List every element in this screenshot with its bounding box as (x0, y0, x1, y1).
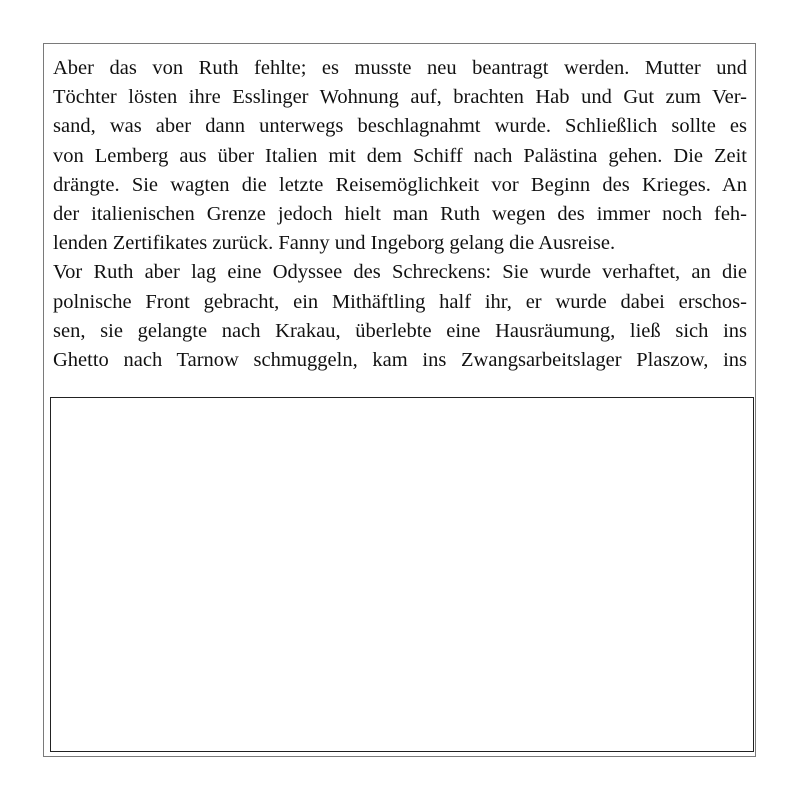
text-line: Ghetto nach Tarnow schmuggeln, kam ins Zwangsarbeitslager Plaszow, ins (53, 349, 747, 372)
image-placeholder-box (50, 397, 754, 752)
text-line: Töchter lösten ihre Esslinger Wohnung auf, brachten Hab und Gut zum Ver- (53, 86, 747, 109)
text-line: sand, was aber dann unterwegs beschlagnahmt wurde. Schließlich sollte es (53, 115, 747, 138)
document-page (43, 43, 756, 757)
text-line: Aber das von Ruth fehlte; es musste neu beantragt werden. Mutter und (53, 57, 747, 79)
text-line: sen, sie gelangte nach Krakau, überlebte eine Hausräumung, ließ sich ins (53, 319, 747, 342)
text-line: von Lemberg aus über Italien mit dem Schiff nach Palästina gehen. Die Zeit (53, 144, 747, 167)
text-line: Vor Ruth aber lag eine Odyssee des Schreckens: Sie wurde verhaftet, an die (53, 261, 747, 284)
text-line: drängte. Sie wagten die letzte Reisemöglichkeit vor Beginn des Krieges. An (53, 173, 747, 196)
text-line: der italienischen Grenze jedoch hielt man Ruth wegen des immer noch feh- (53, 203, 747, 226)
body-text (53, 54, 747, 375)
text-line: lenden Zertifikates zurück. Fanny und Ingeborg gelang die Ausreise. (53, 232, 616, 255)
text-line: polnische Front gebracht, ein Mithäftling half ihr, er wurde dabei erschos- (53, 290, 747, 313)
